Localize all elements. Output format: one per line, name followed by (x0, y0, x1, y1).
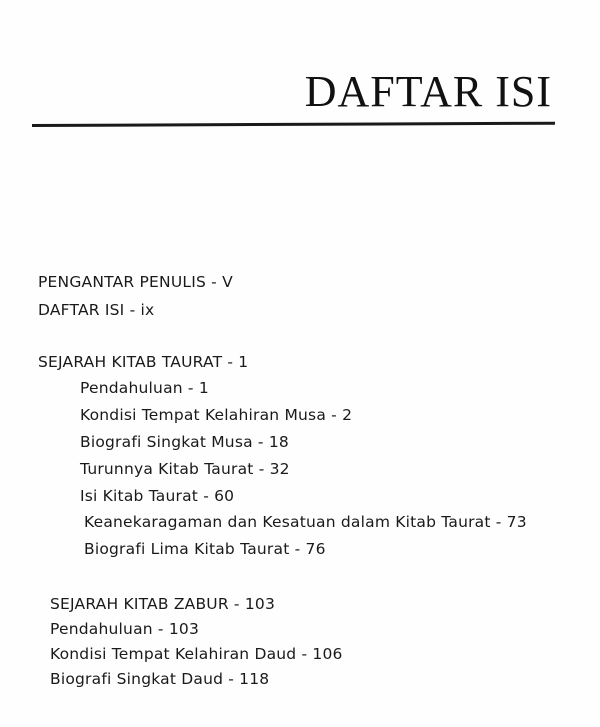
toc-entry-zabur-biografi-daud: Biografi Singkat Daud - 118 (50, 670, 270, 688)
toc-entry-pengantar: PENGANTAR PENULIS - V (38, 273, 233, 291)
toc-section-taurat: SEJARAH KITAB TAURAT - 1 (38, 353, 249, 371)
page-title: DAFTAR ISI (304, 67, 552, 116)
toc-entry-taurat-keanekaragaman: Keanekaragaman dan Kesatuan dalam Kitab Taurat - 73 (84, 513, 527, 531)
toc-entry-daftar-isi: DAFTAR ISI - ix (38, 301, 155, 319)
toc-entry-zabur-pendahuluan: Pendahuluan - 103 (50, 620, 200, 638)
toc-entry-taurat-pendahuluan: Pendahuluan - 1 (80, 379, 209, 397)
toc-entry-taurat-kondisi: Kondisi Tempat Kelahiran Musa - 2 (80, 406, 353, 424)
toc-entry-taurat-biografi-lima: Biografi Lima Kitab Taurat - 76 (84, 540, 326, 558)
toc-section-zabur: SEJARAH KITAB ZABUR - 103 (50, 595, 276, 613)
toc-entry-taurat-biografi-musa: Biografi Singkat Musa - 18 (80, 433, 289, 451)
toc-entry-zabur-kondisi: Kondisi Tempat Kelahiran Daud - 106 (50, 645, 343, 663)
toc-entry-taurat-isi: Isi Kitab Taurat - 60 (80, 487, 235, 505)
title-underline (32, 122, 555, 127)
toc-entry-taurat-turunnya: Turunnya Kitab Taurat - 32 (80, 460, 290, 478)
